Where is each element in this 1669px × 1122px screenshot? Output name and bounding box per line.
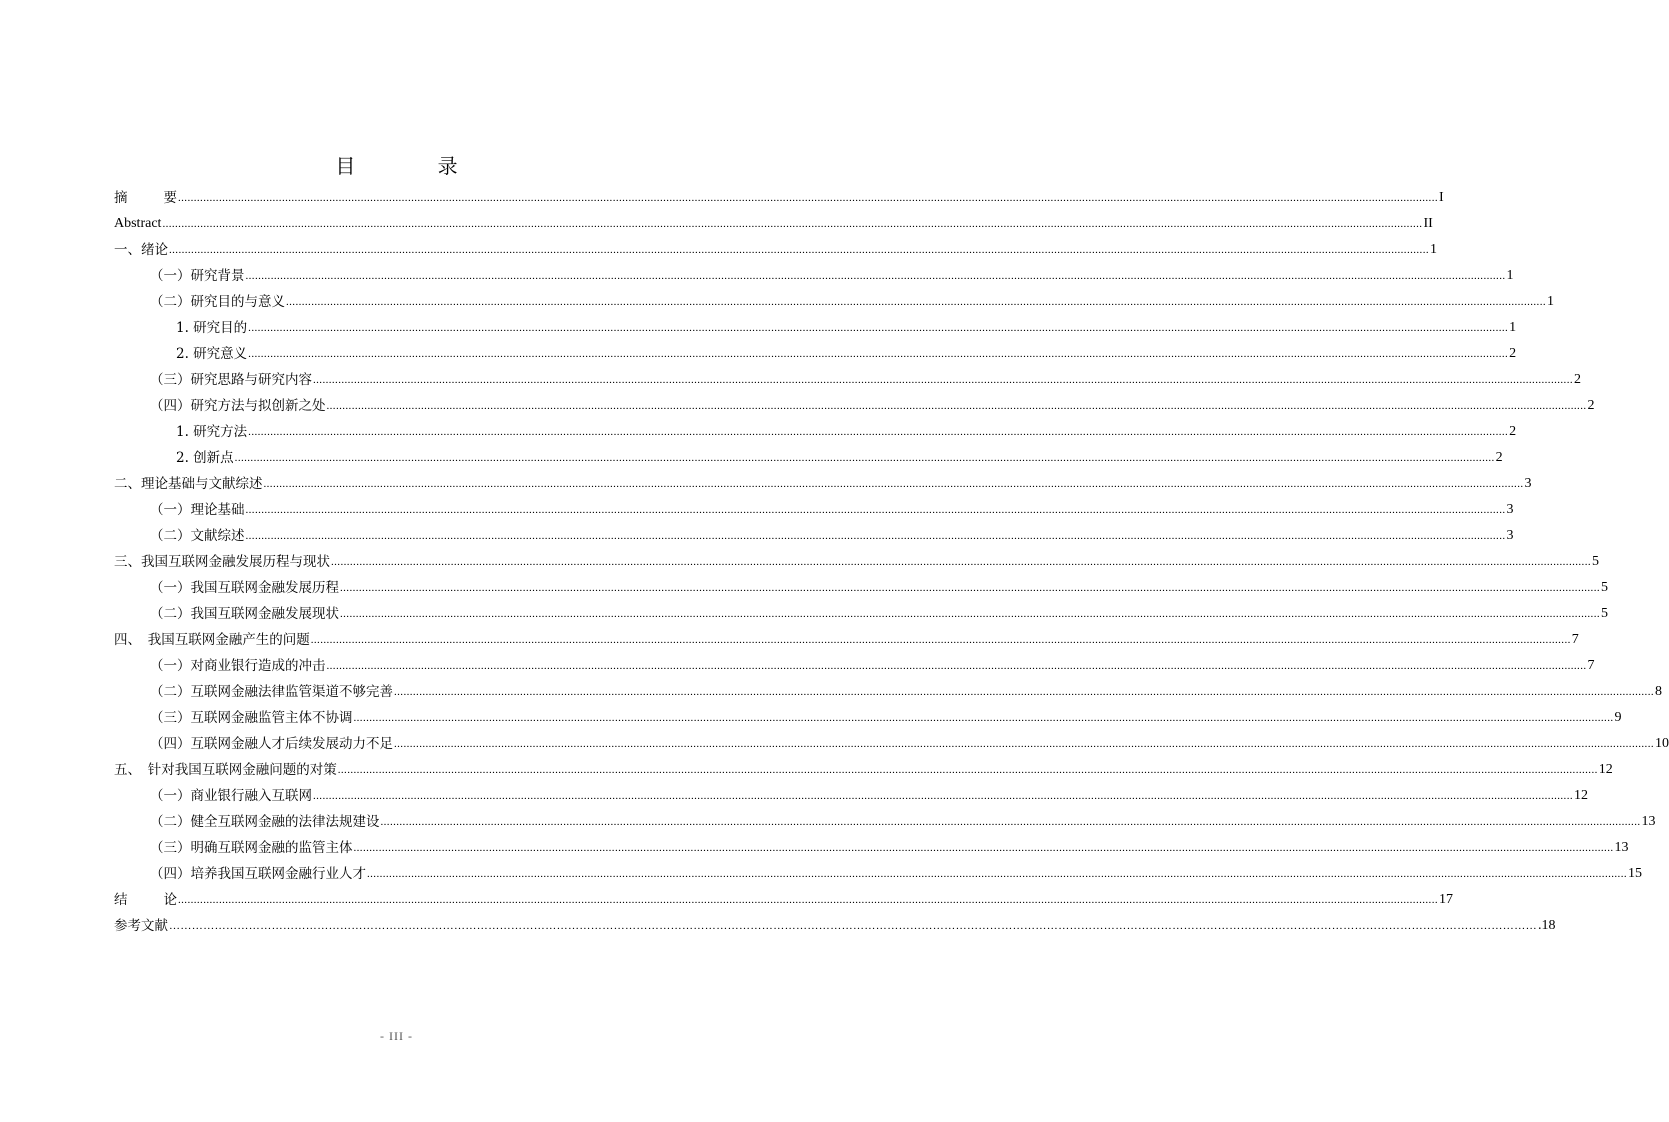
toc-dot-leader: ................................................................................................................................................................................................................................................................................................................................................................................................................ xyxy=(340,608,1600,620)
toc-entry[interactable] xyxy=(114,623,1579,649)
toc-entry[interactable] xyxy=(114,857,1642,883)
toc-entry-label: （二）文献综述 xyxy=(150,528,245,544)
toc-entry[interactable] xyxy=(114,779,1588,805)
page-title: 目 录 xyxy=(335,154,496,178)
toc-entry[interactable] xyxy=(114,753,1613,779)
toc-dot-leader: ................................................................................................................................................................................................................................................................................................................................................................................................................ xyxy=(248,322,1509,334)
toc-dot-leader: ................................................................................................................................................................................................................................................................................................................................................................................................................ xyxy=(394,686,1654,698)
toc-entry[interactable] xyxy=(114,441,1503,467)
toc-entry[interactable] xyxy=(114,883,1453,909)
toc-entry[interactable] xyxy=(114,389,1595,415)
toc-dot-leader: ................................................................................................................................................................................................................................................................................................................................................................................................................ xyxy=(248,348,1509,360)
toc-dot-leader: ................................................................................................................................................................................................................................................................................................................................................................................................................ xyxy=(234,452,1495,464)
toc-entry-page: 3 xyxy=(1524,476,1532,491)
toc-entry-page: 13 xyxy=(1641,814,1656,829)
toc-dot-leader: ................................................................................................................................................................................................................................................................................................................................................................................................................ xyxy=(353,842,1614,854)
toc-entry-label: （三）明确互联网金融的监管主体 xyxy=(150,840,353,856)
toc-entry-label: （二）健全互联网金融的法律法规建设 xyxy=(150,814,380,830)
toc-entry-label: Abstract xyxy=(114,216,162,231)
table-of-contents xyxy=(114,181,1669,935)
toc-entry-label: （二）互联网金融法律监管渠道不够完善 xyxy=(150,684,393,700)
toc-dot-leader: ................................................................................................................................................................................................................................................................................................................................................................................................................ xyxy=(380,816,1641,828)
toc-dot-leader: ................................................................................................................................................................................................................................................................................................................................................................................................................ xyxy=(162,218,1423,230)
toc-entry[interactable] xyxy=(114,701,1622,727)
toc-entry[interactable] xyxy=(114,649,1595,675)
toc-dot-leader: ................................................................................................................................................................................................................................................................................................................................................................................................................ xyxy=(353,712,1614,724)
toc-entry-label: （二）我国互联网金融发展现状 xyxy=(150,606,339,622)
toc-entry[interactable] xyxy=(114,727,1669,753)
toc-entry-label: 一、绪论 xyxy=(114,242,168,258)
toc-entry-page: I xyxy=(1439,190,1444,205)
toc-dot-leader: ................................................................................................................................................................................................................................................................................................................................................................................................................ xyxy=(169,244,1429,256)
toc-entry[interactable] xyxy=(114,805,1656,831)
toc-entry-page: 3 xyxy=(1506,502,1514,517)
toc-entry-label: 二、理论基础与文献综述 xyxy=(114,476,263,492)
toc-entry[interactable] xyxy=(114,207,1433,233)
toc-entry-label: 2. 研究意义 xyxy=(176,346,248,362)
toc-entry-label: 1. 研究方法 xyxy=(176,424,248,440)
toc-entry-page: 5 xyxy=(1601,580,1608,595)
page-number-footer: - III - xyxy=(380,1029,413,1043)
toc-entry-label: （四）互联网金融人才后续发展动力不足 xyxy=(150,736,393,752)
toc-entry-page: 13 xyxy=(1614,840,1629,855)
toc-dot-leader: ................................................................................................................................................................................................................................................................................................................................................................................................................ xyxy=(337,764,1598,776)
toc-entry-page: 3 xyxy=(1506,528,1514,543)
toc-entry[interactable] xyxy=(114,233,1437,259)
toc-dot-leader: ................................................................................................................................................................................................................................................................................................................................................................................................................ xyxy=(326,660,1587,672)
toc-dot-leader: ................................................................................................................................................................................................................................................................................................................................................................................................................ xyxy=(178,894,1438,906)
toc-entry[interactable] xyxy=(114,545,1599,571)
toc-entry-page: 1 xyxy=(1506,268,1514,283)
toc-entry[interactable] xyxy=(114,675,1662,701)
toc-entry-label: 四、 我国互联网金融产生的问题 xyxy=(114,632,310,648)
toc-entry-label: 摘 要 xyxy=(114,190,177,206)
toc-entry[interactable] xyxy=(114,311,1517,337)
toc-dot-leader: ................................................................................................................................................................................................................................................................................................................................................................................................................ xyxy=(331,556,1591,568)
toc-entry-label: （一）对商业银行造成的冲击 xyxy=(150,658,326,674)
toc-entry-label: 结 论 xyxy=(114,892,177,908)
toc-dot-leader: ................................................................................................................................................................................................................................................................................................................................................................................................................ xyxy=(245,270,1506,282)
toc-entry-page: 2 xyxy=(1495,450,1503,465)
toc-dot-leader: ……………………………………………………………………………………………………………………………………………………………………………………………………………………………………………………………………………………………………………………………… xyxy=(169,920,1537,932)
toc-entry[interactable] xyxy=(114,259,1514,285)
toc-entry-page: 8 xyxy=(1655,684,1662,699)
toc-entry-page: 10 xyxy=(1655,736,1669,751)
toc-dot-leader: ................................................................................................................................................................................................................................................................................................................................................................................................................ xyxy=(326,400,1587,412)
toc-entry-page: 2 xyxy=(1509,346,1517,361)
toc-entry-page: 1 xyxy=(1430,242,1437,257)
toc-entry-label: 参考文献 xyxy=(114,918,168,934)
toc-entry-page: 1 xyxy=(1547,294,1554,309)
toc-dot-leader: ................................................................................................................................................................................................................................................................................................................................................................................................................ xyxy=(286,296,1546,308)
toc-entry[interactable] xyxy=(114,337,1517,363)
toc-dot-leader: ................................................................................................................................................................................................................................................................................................................................................................................................................ xyxy=(310,634,1571,646)
toc-entry-page: 2 xyxy=(1574,372,1581,387)
toc-entry[interactable] xyxy=(114,519,1514,545)
toc-entry-label: 三、我国互联网金融发展历程与现状 xyxy=(114,554,330,570)
toc-dot-leader: ................................................................................................................................................................................................................................................................................................................................................................................................................ xyxy=(263,478,1524,490)
toc-dot-leader: ................................................................................................................................................................................................................................................................................................................................................................................................................ xyxy=(245,504,1506,516)
toc-entry[interactable] xyxy=(114,571,1608,597)
toc-dot-leader: ................................................................................................................................................................................................................................................................................................................................................................................................................ xyxy=(394,738,1654,750)
toc-entry-label: （四）培养我国互联网金融行业人才 xyxy=(150,866,366,882)
toc-entry-label: （一）理论基础 xyxy=(150,502,245,518)
toc-entry[interactable] xyxy=(114,831,1629,857)
toc-entry-page: 5 xyxy=(1592,554,1599,569)
toc-dot-leader: ................................................................................................................................................................................................................................................................................................................................................................................................................ xyxy=(248,426,1509,438)
toc-entry-label: （一）商业银行融入互联网 xyxy=(150,788,312,804)
toc-entry-page: II xyxy=(1423,216,1433,231)
toc-entry[interactable] xyxy=(114,597,1608,623)
toc-entry[interactable] xyxy=(114,467,1532,493)
toc-entry-page: 9 xyxy=(1614,710,1622,725)
toc-entry-label: 2. 创新点 xyxy=(176,450,234,466)
toc-entry-label: （三）互联网金融监管主体不协调 xyxy=(150,710,353,726)
toc-entry-page: 5 xyxy=(1601,606,1608,621)
toc-entry-label: （一）我国互联网金融发展历程 xyxy=(150,580,339,596)
toc-entry[interactable] xyxy=(114,181,1444,207)
toc-entry-label: （三）研究思路与研究内容 xyxy=(150,372,312,388)
toc-entry-label: （一）研究背景 xyxy=(150,268,245,284)
toc-entry-label: （二）研究目的与意义 xyxy=(150,294,285,310)
toc-entry[interactable] xyxy=(114,415,1517,441)
toc-entry-page: 7 xyxy=(1587,658,1595,673)
toc-entry-page: 12 xyxy=(1598,762,1613,777)
toc-entry[interactable] xyxy=(114,363,1581,389)
toc-entry-page: 1 xyxy=(1509,320,1517,335)
toc-entry-label: 1. 研究目的 xyxy=(176,320,248,336)
toc-dot-leader: ................................................................................................................................................................................................................................................................................................................................................................................................................ xyxy=(313,790,1573,802)
toc-dot-leader: ................................................................................................................................................................................................................................................................................................................................................................................................................ xyxy=(245,530,1506,542)
toc-entry-page: .18 xyxy=(1538,918,1556,933)
toc-entry-page: 7 xyxy=(1571,632,1579,647)
toc-entry-label: 五、 针对我国互联网金融问题的对策 xyxy=(114,762,337,778)
toc-dot-leader: ................................................................................................................................................................................................................................................................................................................................................................................................................ xyxy=(313,374,1573,386)
toc-entry[interactable] xyxy=(114,285,1554,311)
toc-entry[interactable] xyxy=(114,493,1514,519)
toc-entry[interactable] xyxy=(114,909,1556,935)
toc-dot-leader: ................................................................................................................................................................................................................................................................................................................................................................................................................ xyxy=(178,192,1438,204)
toc-entry-page: 2 xyxy=(1587,398,1595,413)
toc-dot-leader: ................................................................................................................................................................................................................................................................................................................................................................................................................ xyxy=(340,582,1600,594)
toc-entry-page: 17 xyxy=(1439,892,1453,907)
toc-entry-page: 12 xyxy=(1574,788,1588,803)
toc-entry-page: 15 xyxy=(1628,866,1642,881)
toc-entry-label: （四）研究方法与拟创新之处 xyxy=(150,398,326,414)
toc-dot-leader: ................................................................................................................................................................................................................................................................................................................................................................................................................ xyxy=(367,868,1627,880)
toc-entry-page: 2 xyxy=(1509,424,1517,439)
